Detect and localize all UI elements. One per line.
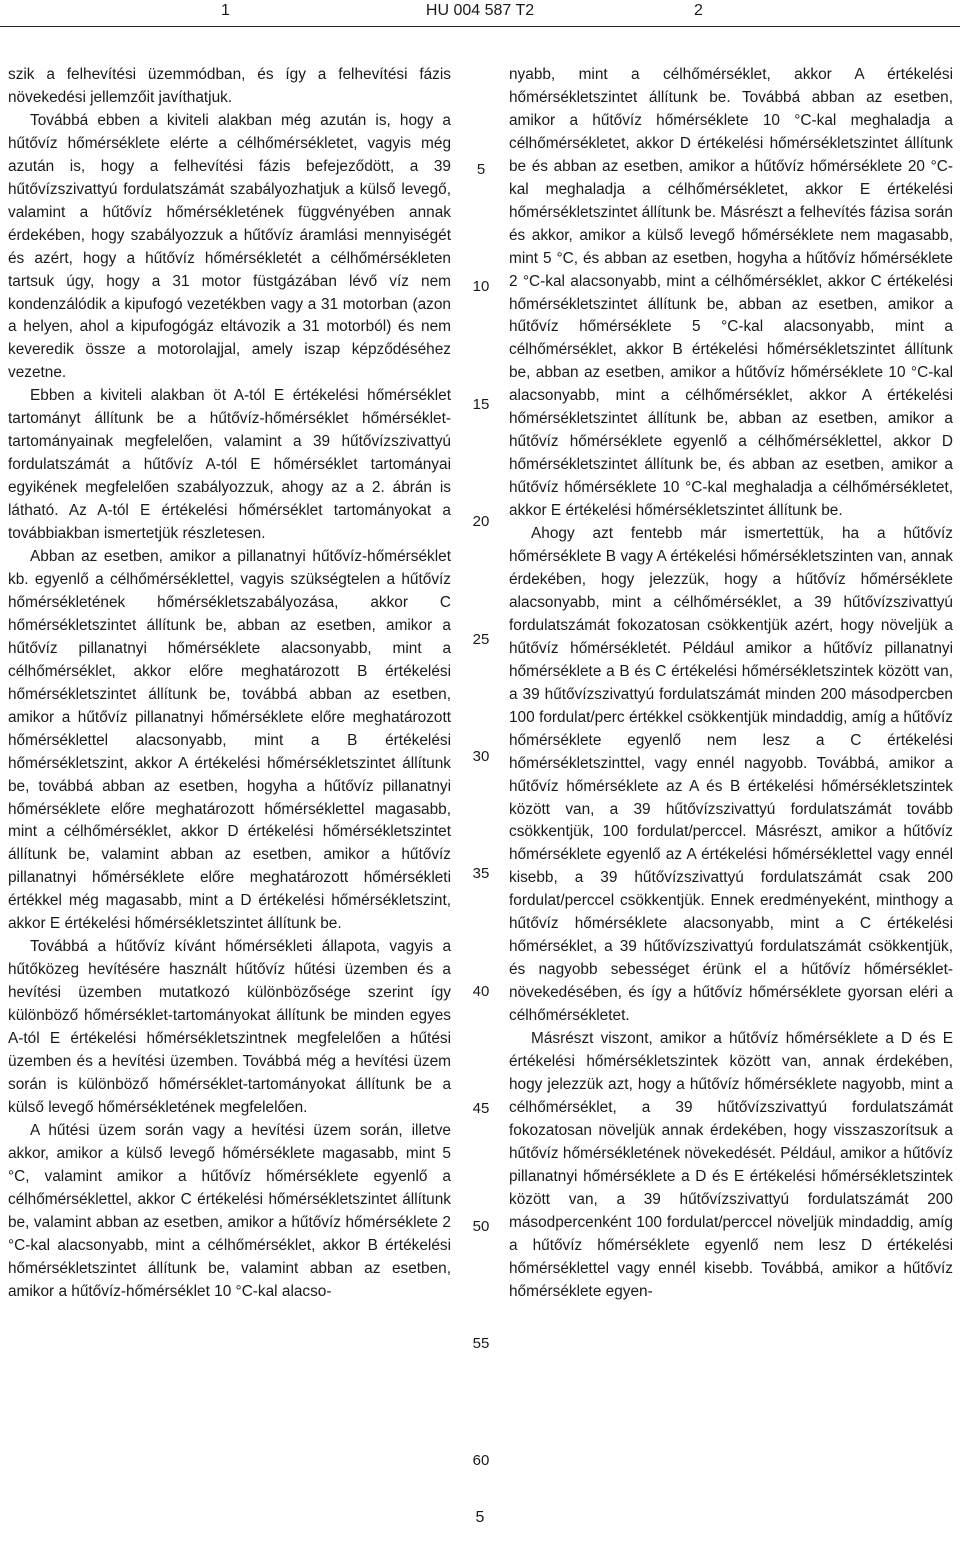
line-number: 30 <box>472 748 490 765</box>
paragraph: nyabb, mint a célhőmérséklet, akkor A értékelési hőmérsékletszintet állítunk be. Továbbá abban az esetben, amikor a hűtővíz hőmérséklete 10 °C-kal meghaladja a célhőmérsékletet, akkor D értékelési hőmérsékletszintet állítunk be és abban az esetben, amikor a hűtővíz hőmérséklete 20 °C-kal meghaladja a célhőmérsékletet, akkor E értékelési hőmérsékletszintet állítunk be. Másrészt a felhevítés fázisa során és akkor, amikor a külső levegő hőmérséklete nem magasabb, mint 5 °C, és abban az esetben, hogyha a hűtővíz hőmérséklete 2 °C-kal alacsonyabb, mint a célhőmérséklet, akkor C értékelési hőmérsékletszintet állítunk be, abban az esetben, amikor a hűtővíz hőmérséklete 5 °C-kal alacsonyabb, mint a célhőmérséklet, akkor B értékelési hőmérsékletszintet állítunk be, abban az esetben, amikor a hűtővíz hőmérséklete 10 °C-kal alacsonyabb, mint a célhőmérséklet, akkor A értékelési hőmérsékletszintet állítunk be, abban az esetben, amikor a hűtővíz hőmérséklete egyenlő a célhőmérséklettel, akkor D hőmérsékletszintet állítunk be, és abban az esetben, amikor a hűtővíz hőmérséklete 10 °C-kal meghaladja a célhőmérsékletet, akkor E értékelési hőmérsékletszintet állítunk be. <box>509 66 953 520</box>
paragraph: Továbbá a hűtővíz kívánt hőmérsékleti állapota, vagyis a hűtőközeg hevítésére használt hűtővíz hűtési üzemben és a hevítési üzemben mutatkozó különbözősége szerint így különböző hőmérséklet-tartományokat állítunk be minden egyes A-tól E értékelési hőmérsékletszintnek megfelelően a hűtési üzemben és a hevítési üzemben. Továbbá még a hevítési üzem során is különböző hőmérséklet-tartományokat állítunk be a külső levegő hőmérsékletének megfelelően. <box>8 938 451 1116</box>
line-number: 5 <box>476 161 486 178</box>
paragraph: szik a felhevítési üzemmódban, és így a felhevítési fázis növekedési jellemzőit javíthatjuk. <box>8 66 451 106</box>
line-number: 25 <box>472 630 490 648</box>
column-page-number-right: 2 <box>694 2 703 19</box>
header-divider <box>0 26 960 27</box>
paragraph: Továbbá ebben a kiviteli alakban még azután is, hogy a hűtővíz hőmérséklete elérte a célhőmérsékletet, vagyis még azután is, hogy a felhevítési fázis befejeződött, a 39 hűtővízszivattyú fordulatszámát szabályozhatjuk a külső levegő, valamint a hűtővíz hőmérsékletének függvényében annak érdekében, hogy szabályozzuk a hűtővíz áramlási mennyiségét és azért, hogy a hűtővíz hőmérsékletét a célhőmérsékleten tartsuk úgy, hogy a 31 motor füstgázában lévő víz nem kondenzálódik a kipufogó vezetékben vagy a 31 motorban (azon a helyen, ahol a kipufogógáz eltávozik a 31 motorból) és nem keveredik össze a motorolajjal, amely iszap képződéséhez vezetne. <box>8 111 451 382</box>
paragraph: Ahogy azt fentebb már ismertettük, ha a hűtővíz hőmérséklete B vagy A értékelési hőmérsékletszinten van, annak érdekében, hogy jelezzük, hogy a hűtővíz hőmérséklete alacsonyabb, mint a célhőmérséklet, a 39 hűtővízszivattyú fordulatszámát fokozatosan csökkentjük azért, hogy növeljük a hűtővíz hőmérsékletét. Például amikor a hűtővíz pillanatnyi hőmérséklete a B és C értékelési hőmérsékletszintek között van, a 39 hűtővízszivattyú fordulatszámát minden 200 másodpercben 100 fordulat/perc értékkel csökkentjük mindaddig, amíg a hűtővíz hőmérséklete egyenlő nem lesz a C értékelési hőmérsékletszinttel, vagy ennél nagyobb. Továbbá, amikor a hűtővíz hőmérséklete az A és B értékelési hőmérsékletszintek között van, a 39 hűtővízszivattyú fordulatszámát tovább csökkentjük, 100 fordulat/perccel. Másrészt, amikor a hűtővíz hőmérséklete egyenlő az A értékelési hőmérséklettel vagy ennél kisebb, a 39 hűtővízszivattyú fordulatszámát csak 200 fordulat/perccel csökkentjük. Ennek eredményeként, minthogy a hűtővíz hőmérséklete alacsonyabb, mint a C értékelési hőmérséklet, a 39 hűtővízszivattyú fordulatszámát csökkentjük, és nagyobb sebességet érünk el a hűtővíz hőmérséklet-növekedésében, és így a hűtővíz hőmérséklete gyorsan eléri a célhőmérsékletet. <box>509 525 953 1025</box>
left-text-column <box>8 64 451 1303</box>
page-header <box>0 0 960 26</box>
column-page-number-left: 1 <box>221 2 230 19</box>
line-number: 60 <box>472 1452 490 1470</box>
line-number: 55 <box>472 1335 490 1352</box>
paragraph: A hűtési üzem során vagy a hevítési üzem során, illetve akkor, amikor a külső levegő hőmérséklete magasabb, mint 5 °C, valamint amikor a hűtővíz hőmérséklete egyenlő a célhőmérséklettel, akkor C értékelési hőmérsékletszintet állítunk be, valamint abban az esetben, amikor a hűtővíz hőmérséklete 2 °C-kal alacsonyabb, mint a célhőmérséklet, akkor B értékelési hőmérsékletszintet állítunk be, valamint abban az esetben, amikor a hűtővíz-hőmérséklet 10 °C-kal alacso- <box>8 1121 451 1300</box>
line-number: 10 <box>472 278 490 296</box>
line-number: 15 <box>472 395 490 413</box>
line-number: 40 <box>472 982 490 1000</box>
right-text-column <box>509 64 953 1303</box>
paragraph: Másrészt viszont, amikor a hűtővíz hőmérséklete a D és E értékelési hőmérsékletszintek között van, annak érdekében, hogy jelezzük azt, hogy a hűtővíz hőmérséklete nagyobb, mint a célhőmérséklet, a 39 hűtővízszivattyú fordulatszámát fokozatosan növeljük annak érdekében, hogy visszaszorítsuk a hűtővíz hőmérsékletének növekedését. Például, amikor a hűtővíz pillanatnyi hőmérséklete a D és E értékelési hőmérsékletszintek között van, a 39 hűtővízszivattyú fordulatszámát 200 másodpercenként 100 fordulat/perccel növeljük mindaddig, amíg a hűtővíz hőmérséklete egyenlő nem lesz D értékelési hőmérséklettel vagy ennél kisebb. Továbbá, amikor a hűtővíz hőmérséklete egyen- <box>509 1030 954 1300</box>
line-number: 20 <box>472 513 490 531</box>
line-number: 35 <box>472 865 490 883</box>
page-number: 5 <box>475 1509 485 1526</box>
line-number: 50 <box>472 1217 490 1235</box>
line-number: 45 <box>472 1100 490 1118</box>
paragraph: Ebben a kiviteli alakban öt A-tól E értékelési hőmérséklet tartományt állítunk be a hűtővíz-hőmérséklet hőmérséklet-tartományainak megfelelően, valamint a 39 hűtővízszivattyú fordulatszámát a hűtővíz A-tól E hőmérséklet tartományai egyikének megfelelően szabályozzuk, ahogy az a 2. ábrán is látható. Az A-tól E értékelési hőmérséklet tartományokat a továbbiakban ismertetjük részletesen. <box>8 387 451 543</box>
document-id: HU 004 587 T2 <box>425 2 535 19</box>
paragraph: Abban az esetben, amikor a pillanatnyi hűtővíz-hőmérséklet kb. egyenlő a célhőmérséklettel, vagyis szükségtelen a hűtővíz hőmérsékletének hőmérsékletszabályozása, akkor C hőmérsékletszintet állítunk be, abban az esetben, amikor a hűtővíz pillanatnyi hőmérséklete alacsonyabb, mint a célhőmérséklet, akkor előre meghatározott B értékelési hőmérsékletszintet állítunk be, továbbá abban az esetben, amikor a hűtővíz pillanatnyi hőmérséklete előre meghatározott hőmérséklettel alacsonyabb, mint a B értékelési hőmérsékletszint, akkor A értékelési hőmérsékletszintet állítunk be, továbbá abban az esetben, hogyha a hűtővíz pillanatnyi hőmérséklete előre meghatározott hőmérséklettel magasabb, mint a célhőmérséklet, akkor D értékelési hőmérsékletszintet állítunk be, valamint abban az esetben, amikor a hűtővíz pillanatnyi hőmérséklete előre meghatározott hőmérsékleti értékkel még magasabb, mint a D értékelési hőmérsékletszint, akkor E értékelési hőmérsékletszintet állítunk be. <box>8 548 451 933</box>
